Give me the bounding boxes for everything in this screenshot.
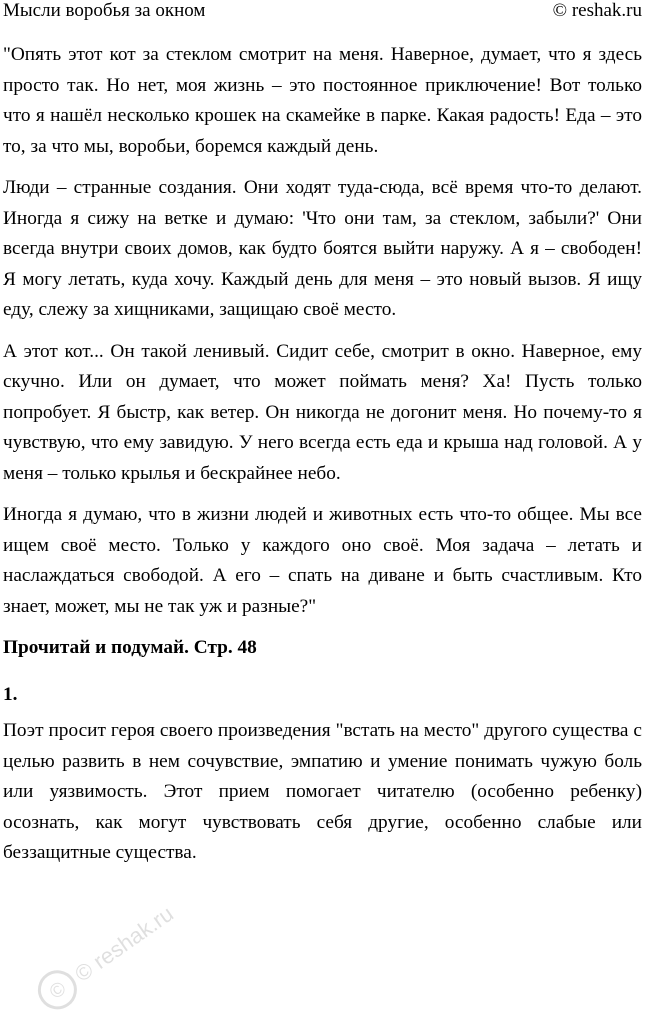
svg-text:©: © <box>45 977 71 1004</box>
watermark-text: © reshak.ru <box>70 900 178 987</box>
paragraph-3: А этот кот... Он такой ленивый. Сидит себе, смотрит в окно. Наверное, ему скучно. Или он думает, что может поймать меня? Ха! Пусть только попробует. Я быстр, как ветер. Он никогда не догонит меня. Но почему-то я чувствую, что ему завидую. У него всегда есть еда и крыша над головой. А у меня – только крылья и бескрайнее небо. <box>3 340 642 484</box>
document-title: Мысли воробья за окном <box>3 0 206 21</box>
answer-paragraph: Поэт просит героя своего произведения "встать на место" другого существа с целью развить в нем сочувствие, эмпатию и умение понимать чужую боль или уязвимость. Этот прием помогает читателю (особенно ребенку) осознать, как могут чувствовать себя другие, особенно слабые или беззащитные существа. <box>3 720 642 863</box>
watermark-logo <box>20 900 180 1020</box>
site-credit: © reshak.ru <box>552 0 642 21</box>
paragraph-2: Люди – странные создания. Они ходят туда-сюда, всё время что-то делают. Иногда я сижу на ветке и думаю: 'Что они там, за стеклом, забыли?' Они всегда внутри своих домов, как будто боятся выйти наружу. А я – свободен! Я могу летать, куда хочу. Каждый день для меня – это новый вызов. Я ищу еду, слежу за хищниками, защищаю своё место. <box>3 177 642 320</box>
paragraph-4: Иногда я думаю, что в жизни людей и животных есть что-то общее. Мы все ищем своё место. Только у каждого оно своё. Моя задача – летать и наслаждаться свободой. А его – спать на диване и быть счастливым. Кто знает, может, мы не так уж и разные?" <box>3 504 642 617</box>
page-header <box>3 0 642 26</box>
question-number: 1. <box>3 684 18 705</box>
paragraph-1: "Опять этот кот за стеклом смотрит на меня. Наверное, думает, что я здесь просто так. Но нет, моя жизнь – это постоянное приключение! Вот только что я нашёл несколько крошек на скамейке в парке. Какая радость! Еда – это то, за что мы, воробьи, боремся каждый день. <box>3 44 642 157</box>
document-body <box>3 40 642 869</box>
section-heading: Прочитай и подумай. Стр. 48 <box>3 637 257 658</box>
